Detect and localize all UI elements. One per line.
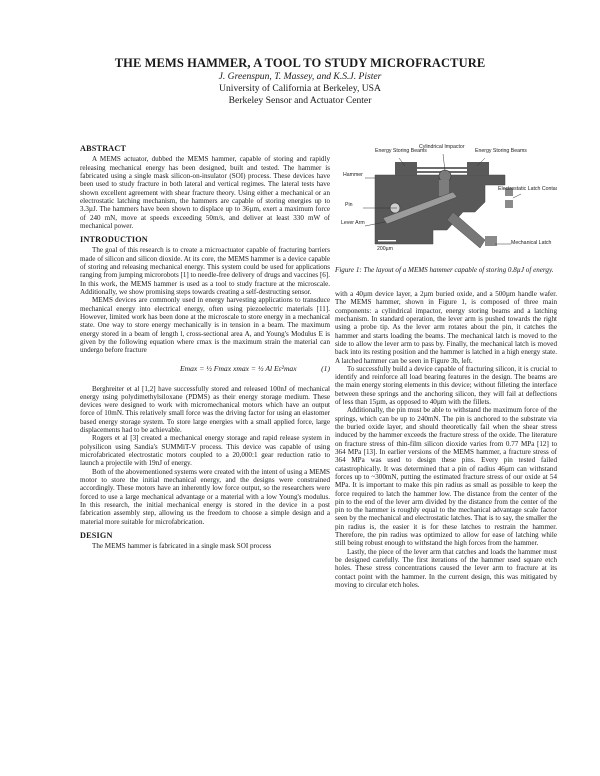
paper-authors: J. Greenspun, T. Massey, and K.S.J. Pister bbox=[218, 71, 382, 82]
equation-1 bbox=[80, 361, 330, 379]
label-cylindrical-impactor: Cylindrical Impactor bbox=[419, 144, 465, 150]
label-mechanical-latch: Mechanical Latch bbox=[511, 240, 552, 246]
right-column bbox=[335, 290, 557, 589]
intro-paragraph-3: Berghreiter et al [1,2] have successfully stored and released 100nJ of mechanical energy using polydimethylsiloxane (PDMS) as their energy storage medium. These devices were designed to work with micromechanical motors which have an output force of 10mN. This relatively small force was the driving factor for using an elastomer based energy storage system. To store large energies with a small applied force, large displacements had to be achievable. bbox=[80, 384, 330, 435]
label-energy-beams-right: Energy Storing Beams bbox=[475, 148, 527, 154]
design-paragraph-1-start: The MEMS hammer is fabricated in a single mask SOI process bbox=[92, 542, 272, 551]
intro-paragraph-4: Rogers et al [3] created a mechanical energy storage and rapid release system in polysilicon using Sandia's SUMMiT-V process. This device was capable of using microfabricated electrostatic motors coupled to a 20,000:1 gear reduction ratio to launch a projectile with 19nJ of energy. bbox=[80, 434, 330, 468]
figure-1 bbox=[335, 140, 557, 265]
affiliation-university: University of California at Berkeley, USA bbox=[219, 83, 381, 94]
design-paragraph-2: To successfully build a device capable of fracturing silicon, it is crucial to identify and reinforce all load bearing features in the design. The beams are the main energy storing elements in this device; without filleting the interface between these springs and the anchoring silicon, they will fail at deflections of less than 15µm, as opposed to 40µm with the fillets. bbox=[335, 364, 557, 407]
design-paragraph-3: Additionally, the pin must be able to withstand the maximum force of the springs, which can be up to 240mN. The pin is anchored to the substrate via the buried oxide layer, and should theoretically fail when the shear stress induced by the hammer exceeds the fracture stress of the oxide. The literature on fracture stress of thin-film silicon dioxide varies from 0.77 MPa [12] to 364 MPa [13]. In earlier versions of the MEMS hammer, a fracture stress of 364 MPa was used to design these pins. Every pin tested failed catastrophically. It was determined that a pin of radius 46µm can withstand forces up to ~300mN, putting the estimated fracture stress of our oxide at 54 MPa. It is important to make this pin radius as small as possible to keep the force required to latch the hammer low. The distance from the center of the pin to the end of the lever arm divided by the distance from the center of the pin to the hammer is roughly equal to the mechanical advantage scale factor seen by the mechanical and electrostatic latches. That is to say, the smaller the pin radius is, the easier it is for these latches to restrain the hammer. Therefore, the pin radius was optimized to allow for ease of latching while still being robust enough to withstand the high forces from the hammer. bbox=[335, 406, 557, 548]
label-pin: Pin bbox=[345, 202, 353, 208]
label-hammer: Hammer bbox=[343, 172, 363, 178]
design-heading: DESIGN bbox=[80, 530, 113, 540]
abstract-text: A MEMS actuator, dubbed the MEMS hammer, capable of storing and rapidly releasing mechanical energy has been designed, built and tested. The hammer is fabricated using a single mask silicon-on-insulator (SOI) process. These devices have been used to study fracture in both lateral and vertical regimes. The lateral tests have shown excellent agreement with shear fracture theory. Using either a mechanical or an electrostatic latching mechanism, the hammers are capable of storing energies up to 3.3µJ. The hammers have been shown to displace up to 36µm, exert a maximum force of 240 mN, move at speeds exceeding 50m/s, and deliver at least 330 mW of mechanical power. bbox=[80, 155, 330, 230]
label-latch-contacts: Electrostatic Latch Contacts bbox=[498, 186, 557, 192]
intro-paragraph-5: Both of the abovementioned systems were created with the intent of using a MEMS motor to store the initial mechanical energy, and the designs were constrained accordingly. These motors have an inherently low force output, so the researchers were forced to use a large mechanical advantage or a material with a low Young's modulus. In this research, the initial mechanical energy is stored in the device in a post fabrication assembly step, allowing us the freedom to choose a simple design and a material more suitable for microfabrication. bbox=[80, 467, 330, 526]
label-energy-beams-left: Energy Storing Beams bbox=[375, 148, 427, 154]
design-paragraph-4: Lastly, the piece of the lever arm that catches and loads the hammer must be designed carefully. The first iterations of the hammer used square etch holes. These stress concentrations caused the lever arm to fracture at its contact point with the hammer. In the current design, this was mitigated by moving to circular etch holes. bbox=[335, 547, 557, 589]
label-lever-arm: Lever Arm bbox=[341, 220, 365, 226]
intro-paragraph-2: MEMS devices are commonly used in energy harvesting applications to transduce mechanical energy into electrical energy, often using piezoelectric materials [11]. However, limited work has been done at the microscale to store energy in a mechanical state. One way to store energy mechanically is in tension in a beam. The maximum energy stored in a beam of length l, cross-sectional area A, and Young's Modulus E is given by the following equation where εmax is the maximum strain the material can undergo before fracture bbox=[80, 296, 330, 355]
equation-number: (1) bbox=[321, 364, 330, 374]
paper-title: THE MEMS HAMMER, A TOOL TO STUDY MICROFRACTURE bbox=[114, 56, 486, 70]
equation-body: Emax = ½ Fmax xmax = ½ Al Eε²max bbox=[180, 364, 297, 374]
affiliation-center: Berkeley Sensor and Actuator Center bbox=[228, 95, 372, 106]
figure-1-caption: Figure 1: The layout of a MEMS hammer capable of storing 0.8µJ of energy. bbox=[335, 266, 554, 274]
intro-paragraph-1: The goal of this research is to create a microactuator capable of fracturing barriers made of silicon and silicon dioxide. At its core, the MEMS hammer is a device capable of storing and releasing mechanical energy. This system could be used for applications ranging from jumping microrobots [1] to needle-free delivery of drugs and vaccines [6]. In this work, the MEMS hammer is used as a tool to study fracture at the microscale. Additionally, we show promising steps towards creating a self-destructing sensor. bbox=[80, 246, 330, 296]
design-paragraph-1-cont: with a 40µm device layer, a 2µm buried oxide, and a 500µm handle wafer. The MEMS hammer, shown in Figure 1, is composed of three main components: a cylindrical impactor, energy storing beams and a latching mechanism. In standard operation, the lever arm is pushed towards the right using a probe tip. As the lever arm rotates about the pin, it catches the hammer and starts loading the beams. The mechanical latch is moved to the side to allow the lever arm to pass by. Finally, the mechanical latch is moved back into its resting position and the hammer is latched in a high energy state. A latched hammer can be seen in Figure 3b, left. bbox=[335, 290, 557, 365]
left-column bbox=[80, 145, 330, 550]
introduction-heading: INTRODUCTION bbox=[80, 235, 148, 245]
label-scale-bar: 200µm bbox=[377, 246, 393, 252]
abstract-heading: ABSTRACT bbox=[80, 144, 127, 153]
mems-hammer-layout-diagram bbox=[335, 140, 557, 265]
